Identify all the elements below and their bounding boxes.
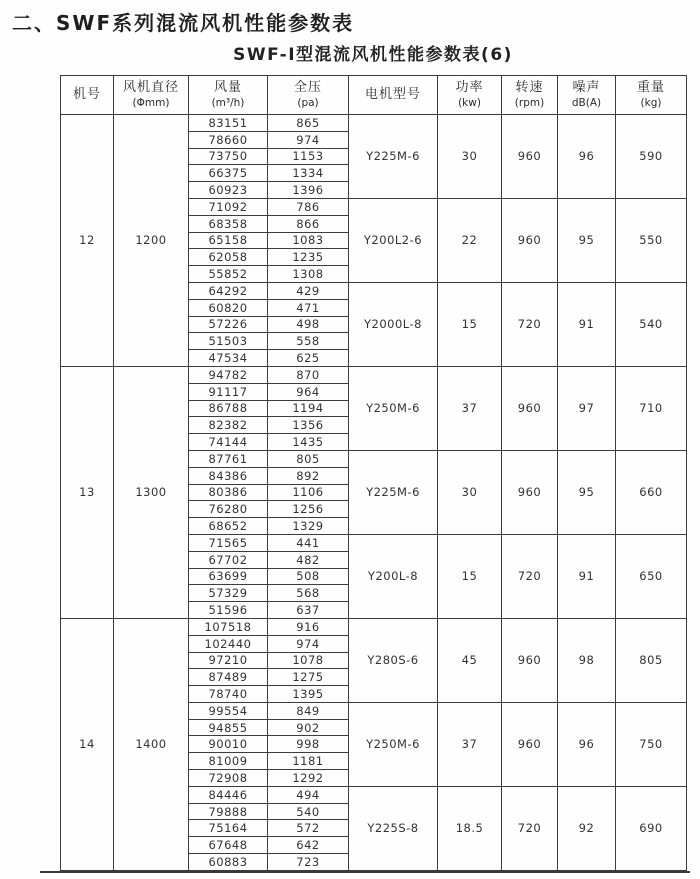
total-pressure-cell: 902 <box>268 719 349 736</box>
total-pressure-cell: 786 <box>268 198 349 215</box>
total-pressure-cell: 964 <box>268 383 349 400</box>
noise-cell: 92 <box>558 786 616 870</box>
total-pressure-cell: 1194 <box>268 400 349 417</box>
air-volume-cell: 107518 <box>189 618 268 635</box>
fan-diameter-cell: 1300 <box>114 366 189 618</box>
total-pressure-cell: 441 <box>268 534 349 551</box>
total-pressure-cell: 1395 <box>268 686 349 703</box>
air-volume-cell: 87489 <box>189 669 268 686</box>
total-pressure-cell: 1435 <box>268 434 349 451</box>
noise-cell: 91 <box>558 534 616 618</box>
weight-cell: 550 <box>616 198 687 282</box>
total-pressure-cell: 494 <box>268 786 349 803</box>
header-fan-diameter: 风机直径 (Φmm) <box>114 76 189 115</box>
air-volume-cell: 63699 <box>189 568 268 585</box>
air-volume-cell: 57226 <box>189 316 268 333</box>
total-pressure-cell: 1083 <box>268 232 349 249</box>
total-pressure-cell: 482 <box>268 551 349 568</box>
total-pressure-cell: 1106 <box>268 484 349 501</box>
air-volume-cell: 99554 <box>189 702 268 719</box>
air-volume-cell: 60820 <box>189 299 268 316</box>
total-pressure-cell: 1356 <box>268 417 349 434</box>
air-volume-cell: 73750 <box>189 148 268 165</box>
air-volume-cell: 78660 <box>189 131 268 148</box>
air-volume-cell: 71565 <box>189 534 268 551</box>
air-volume-cell: 55852 <box>189 266 268 283</box>
power-cell: 15 <box>438 534 502 618</box>
power-cell: 30 <box>438 450 502 534</box>
motor-model-cell: Y200L2-6 <box>349 198 438 282</box>
total-pressure-cell: 508 <box>268 568 349 585</box>
air-volume-cell: 84446 <box>189 786 268 803</box>
air-volume-cell: 74144 <box>189 434 268 451</box>
speed-cell: 960 <box>502 366 558 450</box>
total-pressure-cell: 866 <box>268 215 349 232</box>
air-volume-cell: 91117 <box>189 383 268 400</box>
air-volume-cell: 71092 <box>189 198 268 215</box>
speed-cell: 720 <box>502 786 558 870</box>
total-pressure-cell: 1275 <box>268 669 349 686</box>
total-pressure-cell: 865 <box>268 115 349 132</box>
model-no-cell: 12 <box>61 115 114 367</box>
total-pressure-cell: 498 <box>268 316 349 333</box>
total-pressure-cell: 1256 <box>268 501 349 518</box>
speed-cell: 960 <box>502 450 558 534</box>
speed-cell: 960 <box>502 618 558 702</box>
page-subtitle: SWF-I型混流风机性能参数表(6) <box>233 45 513 65</box>
motor-model-cell: Y225S-8 <box>349 786 438 870</box>
total-pressure-cell: 558 <box>268 333 349 350</box>
power-cell: 15 <box>438 282 502 366</box>
air-volume-cell: 68652 <box>189 518 268 535</box>
air-volume-cell: 78740 <box>189 686 268 703</box>
power-cell: 22 <box>438 198 502 282</box>
table-row <box>61 115 687 132</box>
total-pressure-cell: 870 <box>268 366 349 383</box>
weight-cell: 805 <box>616 618 687 702</box>
weight-cell: 710 <box>616 366 687 450</box>
air-volume-cell: 51503 <box>189 333 268 350</box>
speed-cell: 960 <box>502 198 558 282</box>
speed-cell: 720 <box>502 282 558 366</box>
motor-model-cell: Y225M-6 <box>349 450 438 534</box>
total-pressure-cell: 974 <box>268 131 349 148</box>
table-row <box>61 366 687 383</box>
total-pressure-cell: 974 <box>268 635 349 652</box>
air-volume-cell: 84386 <box>189 467 268 484</box>
total-pressure-cell: 1396 <box>268 182 349 199</box>
header-model-no: 机号 <box>61 76 114 115</box>
motor-model-cell: Y250M-6 <box>349 702 438 786</box>
air-volume-cell: 60883 <box>189 854 268 871</box>
header-motor-model: 电机型号 <box>349 76 438 115</box>
total-pressure-cell: 625 <box>268 350 349 367</box>
fan-diameter-cell: 1200 <box>114 115 189 367</box>
noise-cell: 95 <box>558 450 616 534</box>
air-volume-cell: 67702 <box>189 551 268 568</box>
air-volume-cell: 76280 <box>189 501 268 518</box>
page-title: 二、SWF系列混流风机性能参数表 <box>12 11 355 35</box>
power-cell: 30 <box>438 115 502 199</box>
speed-cell: 960 <box>502 702 558 786</box>
weight-cell: 750 <box>616 702 687 786</box>
speed-cell: 960 <box>502 115 558 199</box>
noise-cell: 96 <box>558 702 616 786</box>
fan-performance-table <box>60 75 687 871</box>
header-weight: 重量 (kg) <box>616 76 687 115</box>
power-cell: 45 <box>438 618 502 702</box>
noise-cell: 96 <box>558 115 616 199</box>
total-pressure-cell: 1292 <box>268 770 349 787</box>
air-volume-cell: 102440 <box>189 635 268 652</box>
total-pressure-cell: 849 <box>268 702 349 719</box>
fan-table-body <box>61 115 687 871</box>
motor-model-cell: Y200L-8 <box>349 534 438 618</box>
power-cell: 37 <box>438 366 502 450</box>
power-cell: 37 <box>438 702 502 786</box>
air-volume-cell: 86788 <box>189 400 268 417</box>
air-volume-cell: 68358 <box>189 215 268 232</box>
total-pressure-cell: 1235 <box>268 249 349 266</box>
total-pressure-cell: 892 <box>268 467 349 484</box>
motor-model-cell: Y225M-6 <box>349 115 438 199</box>
weight-cell: 540 <box>616 282 687 366</box>
total-pressure-cell: 1329 <box>268 518 349 535</box>
air-volume-cell: 67648 <box>189 837 268 854</box>
air-volume-cell: 81009 <box>189 753 268 770</box>
header-noise: 噪声 dB(A) <box>558 76 616 115</box>
total-pressure-cell: 471 <box>268 299 349 316</box>
total-pressure-cell: 1181 <box>268 753 349 770</box>
air-volume-cell: 72908 <box>189 770 268 787</box>
header-row <box>61 76 687 115</box>
speed-cell: 720 <box>502 534 558 618</box>
header-power: 功率 (kw) <box>438 76 502 115</box>
air-volume-cell: 65158 <box>189 232 268 249</box>
total-pressure-cell: 805 <box>268 450 349 467</box>
total-pressure-cell: 568 <box>268 585 349 602</box>
header-total-pressure: 全压 (pa) <box>268 76 349 115</box>
motor-model-cell: Y2000L-8 <box>349 282 438 366</box>
total-pressure-cell: 1308 <box>268 266 349 283</box>
total-pressure-cell: 637 <box>268 602 349 619</box>
air-volume-cell: 87761 <box>189 450 268 467</box>
air-volume-cell: 62058 <box>189 249 268 266</box>
table-row <box>61 618 687 635</box>
total-pressure-cell: 572 <box>268 820 349 837</box>
air-volume-cell: 82382 <box>189 417 268 434</box>
total-pressure-cell: 642 <box>268 837 349 854</box>
noise-cell: 97 <box>558 366 616 450</box>
air-volume-cell: 90010 <box>189 736 268 753</box>
air-volume-cell: 66375 <box>189 165 268 182</box>
total-pressure-cell: 1153 <box>268 148 349 165</box>
air-volume-cell: 51596 <box>189 602 268 619</box>
bottom-rule-line <box>40 871 690 873</box>
header-speed: 转速 (rpm) <box>502 76 558 115</box>
fan-diameter-cell: 1400 <box>114 618 189 870</box>
power-cell: 18.5 <box>438 786 502 870</box>
air-volume-cell: 94782 <box>189 366 268 383</box>
air-volume-cell: 64292 <box>189 282 268 299</box>
air-volume-cell: 97210 <box>189 652 268 669</box>
weight-cell: 650 <box>616 534 687 618</box>
model-no-cell: 14 <box>61 618 114 870</box>
total-pressure-cell: 998 <box>268 736 349 753</box>
air-volume-cell: 57329 <box>189 585 268 602</box>
total-pressure-cell: 540 <box>268 803 349 820</box>
weight-cell: 690 <box>616 786 687 870</box>
noise-cell: 95 <box>558 198 616 282</box>
total-pressure-cell: 1334 <box>268 165 349 182</box>
air-volume-cell: 75164 <box>189 820 268 837</box>
motor-model-cell: Y250M-6 <box>349 366 438 450</box>
total-pressure-cell: 916 <box>268 618 349 635</box>
total-pressure-cell: 429 <box>268 282 349 299</box>
total-pressure-cell: 1078 <box>268 652 349 669</box>
air-volume-cell: 80386 <box>189 484 268 501</box>
noise-cell: 91 <box>558 282 616 366</box>
table-header <box>61 76 687 115</box>
air-volume-cell: 47534 <box>189 350 268 367</box>
air-volume-cell: 60923 <box>189 182 268 199</box>
model-no-cell: 13 <box>61 366 114 618</box>
weight-cell: 590 <box>616 115 687 199</box>
total-pressure-cell: 723 <box>268 854 349 871</box>
air-volume-cell: 83151 <box>189 115 268 132</box>
noise-cell: 98 <box>558 618 616 702</box>
weight-cell: 660 <box>616 450 687 534</box>
header-air-volume: 风量 (m³/h) <box>189 76 268 115</box>
motor-model-cell: Y280S-6 <box>349 618 438 702</box>
air-volume-cell: 79888 <box>189 803 268 820</box>
air-volume-cell: 94855 <box>189 719 268 736</box>
